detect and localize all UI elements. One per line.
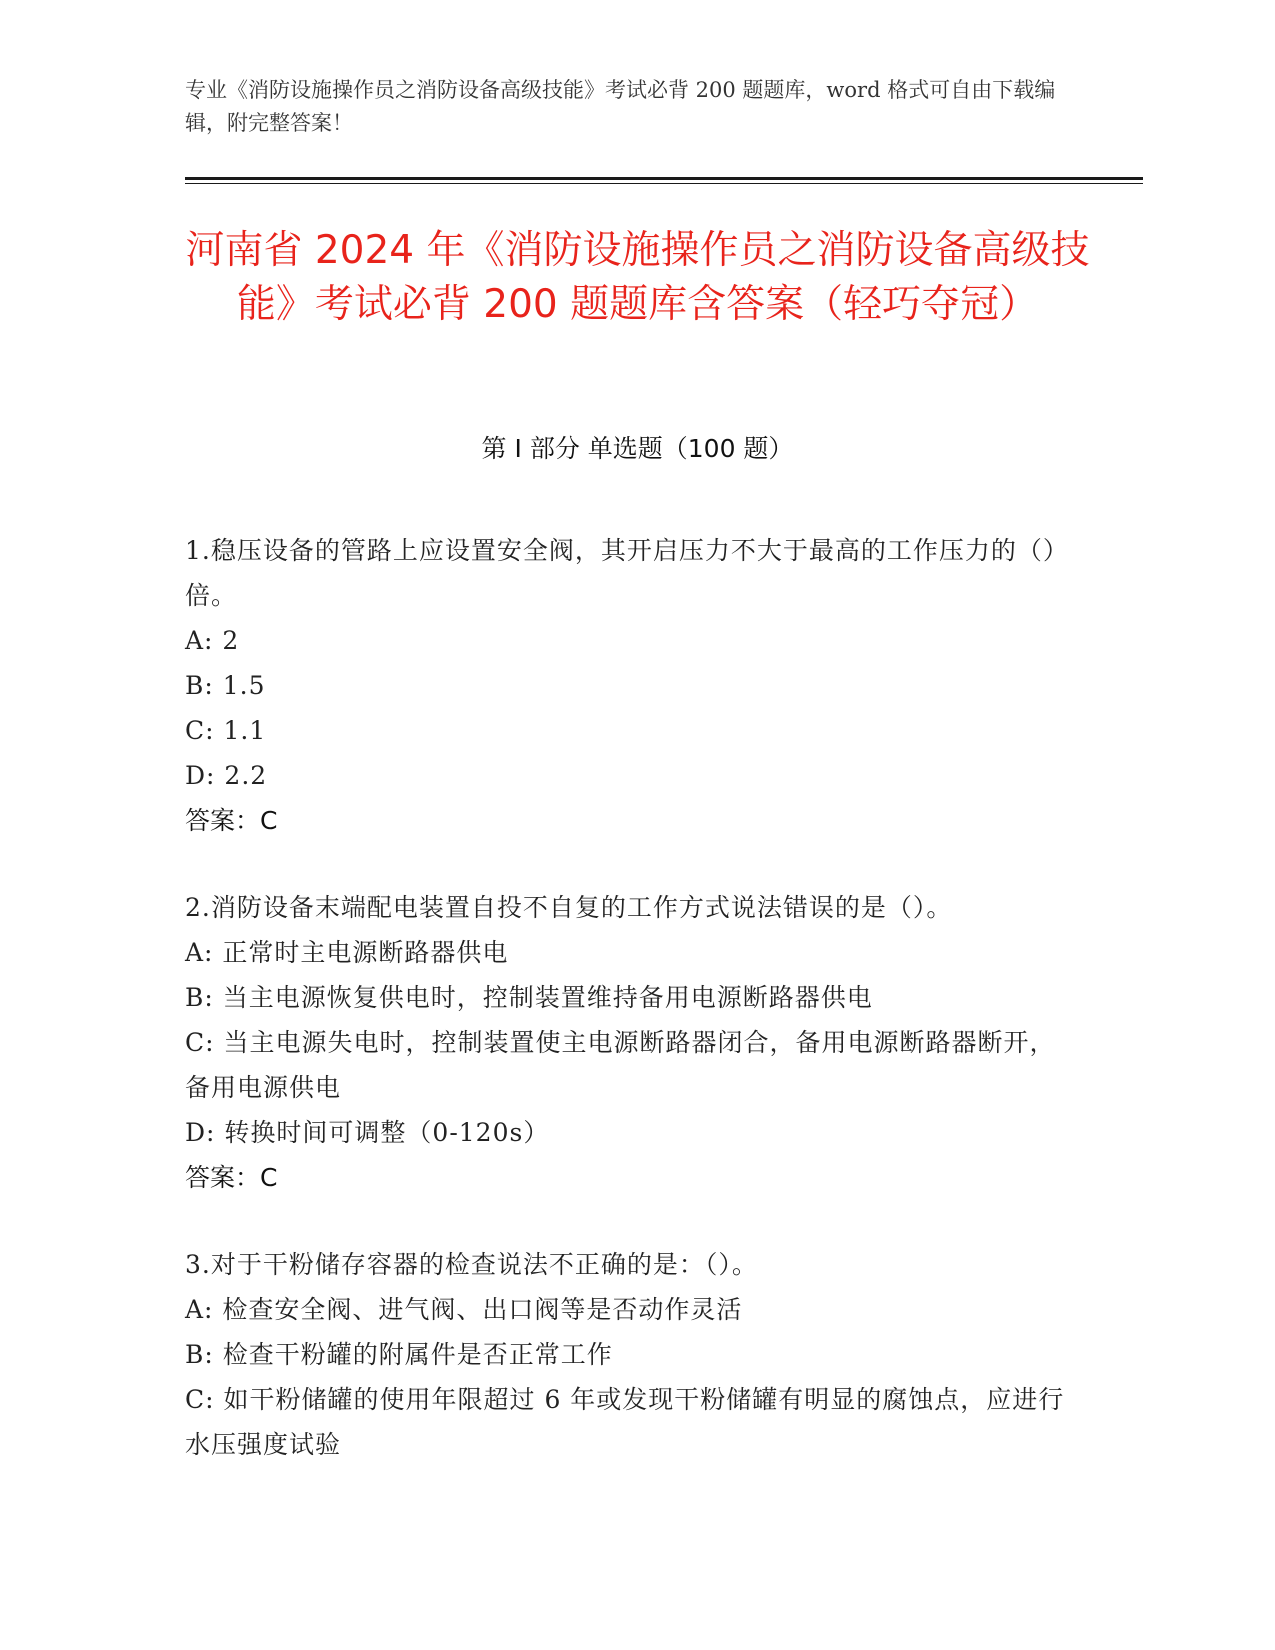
header-rule-thick: [185, 177, 1143, 180]
option-a: A: 2: [185, 626, 240, 655]
question-1: [185, 528, 1065, 843]
header-note: 专业《消防设施操作员之消防设备高级技能》考试必背 200 题题库，word 格式可自由下载编辑，附完整答案！: [185, 78, 1056, 135]
question-stem: 1.稳压设备的管路上应设置安全阀，其开启压力不大于最高的工作压力的（）倍。: [185, 536, 1057, 610]
option-c: C: 当主电源失电时，控制装置使主电源断路器闭合，备用电源断路器断开，备用电源供电: [185, 1028, 1056, 1102]
answer: 答案：C: [185, 1163, 278, 1192]
option-c: C: 如干粉储罐的使用年限超过 6 年或发现干粉储罐有明显的腐蚀点，应进行水压强度试验: [185, 1385, 1065, 1459]
question-list: [185, 528, 1065, 1509]
question-stem: 3.对于干粉储存容器的检查说法不正确的是：（）。: [185, 1250, 758, 1279]
option-a: A: 正常时主电源断路器供电: [185, 938, 509, 967]
document-title: 河南省 2024 年《消防设施操作员之消防设备高级技能》考试必背 200 题题库含答案（轻巧夺冠）: [185, 228, 1090, 327]
option-c: C: 1.1: [185, 716, 267, 745]
option-d: D: 转换时间可调整（0-120s）: [185, 1118, 550, 1147]
option-d: D: 2.2: [185, 761, 268, 790]
option-b: B: 1.5: [185, 671, 266, 700]
option-a: A: 检查安全阀、进气阀、出口阀等是否动作灵活: [185, 1295, 743, 1324]
option-b: B: 检查干粉罐的附属件是否正常工作: [185, 1340, 613, 1369]
header-rule-thin: [185, 183, 1143, 184]
section-heading: 第 I 部分 单选题（100 题）: [481, 434, 794, 463]
question-3: [185, 1242, 1065, 1467]
question-2: [185, 885, 1065, 1200]
answer: 答案：C: [185, 806, 278, 835]
option-b: B: 当主电源恢复供电时，控制装置维持备用电源断路器供电: [185, 983, 873, 1012]
question-stem: 2.消防设备末端配电装置自投不自复的工作方式说法错误的是（）。: [185, 893, 953, 922]
